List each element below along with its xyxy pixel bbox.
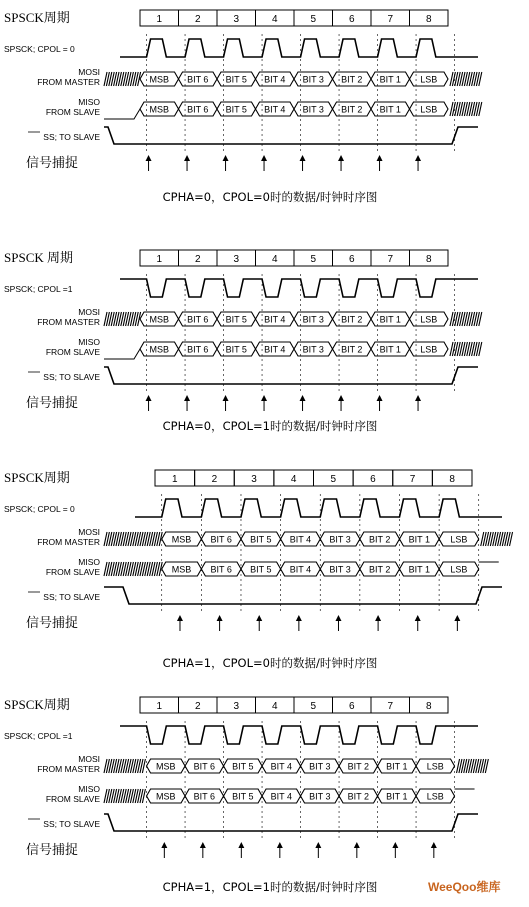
capture-label: 信号捕捉 bbox=[26, 156, 79, 171]
capture-label: 信号捕捉 bbox=[26, 396, 79, 411]
signal-name: MOSI bbox=[78, 67, 100, 77]
ss-label: SS; TO SLAVE bbox=[43, 592, 100, 602]
undefined-data-hatch bbox=[481, 532, 513, 546]
signal-name: MOSI bbox=[78, 527, 100, 537]
capture-arrowhead bbox=[177, 615, 183, 621]
bit-label: BIT 3 bbox=[329, 564, 351, 575]
bit-label: BIT 6 bbox=[193, 761, 215, 772]
clock-label: SPSCK; CPOL = 0 bbox=[4, 504, 75, 514]
capture-arrowhead bbox=[375, 615, 381, 621]
capture-arrowhead bbox=[300, 395, 306, 401]
bit-label: BIT 1 bbox=[408, 564, 430, 575]
bit-label: MSB bbox=[156, 791, 176, 802]
clock-waveform bbox=[135, 499, 502, 517]
bit-label: BIT 6 bbox=[210, 534, 232, 545]
cycle-number: 2 bbox=[211, 474, 218, 485]
diagram-caption: CPHA=0，CPOL=1时的数据/时钟时序图 bbox=[162, 419, 378, 433]
bit-label: BIT 2 bbox=[347, 791, 369, 802]
bit-label: BIT 2 bbox=[341, 344, 363, 355]
undefined-data-hatch bbox=[104, 72, 141, 86]
capture-arrowhead bbox=[238, 842, 244, 848]
capture-arrowhead bbox=[261, 395, 267, 401]
bit-label: BIT 6 bbox=[210, 564, 232, 575]
cycle-number: 5 bbox=[310, 701, 317, 712]
miso-line bbox=[46, 557, 499, 577]
ss-label: SS; TO SLAVE bbox=[43, 132, 100, 142]
cycle-number: 2 bbox=[194, 254, 201, 265]
clock-label: SPSCK; CPOL =1 bbox=[4, 284, 73, 294]
bit-label: LSB bbox=[426, 791, 444, 802]
cycle-number: 3 bbox=[251, 474, 257, 485]
cycle-number: 7 bbox=[387, 14, 394, 25]
mosi-line bbox=[37, 754, 488, 774]
miso-line bbox=[46, 337, 482, 359]
capture-arrowhead bbox=[392, 842, 398, 848]
bit-label: BIT 2 bbox=[347, 761, 369, 772]
capture-arrowhead bbox=[377, 395, 383, 401]
signal-source: FROM MASTER bbox=[37, 77, 100, 87]
diagram-caption: CPHA=0，CPOL=0时的数据/时钟时序图 bbox=[162, 190, 378, 204]
capture-arrowhead bbox=[146, 395, 152, 401]
cycle-number: 5 bbox=[330, 474, 337, 485]
capture-arrowhead bbox=[223, 395, 229, 401]
capture-arrowhead bbox=[377, 155, 383, 161]
bit-label: BIT 2 bbox=[368, 534, 391, 545]
bit-label: LSB bbox=[420, 314, 438, 325]
cycle-number: 4 bbox=[271, 14, 278, 25]
bit-label: BIT 1 bbox=[386, 761, 408, 772]
cycle-number: 1 bbox=[156, 254, 163, 265]
bit-label: LSB bbox=[450, 534, 468, 545]
bit-label: BIT 5 bbox=[250, 564, 272, 575]
capture-arrowhead bbox=[261, 155, 267, 161]
bit-label: BIT 4 bbox=[264, 104, 286, 115]
signal-name: MISO bbox=[78, 784, 100, 794]
cycle-number: 6 bbox=[348, 14, 355, 25]
bit-label: BIT 4 bbox=[270, 791, 292, 802]
mosi-line bbox=[37, 527, 512, 547]
mosi-line bbox=[37, 67, 482, 87]
cycle-number: 1 bbox=[172, 474, 178, 485]
undefined-data-hatch bbox=[104, 562, 162, 576]
bit-label: BIT 4 bbox=[264, 74, 286, 85]
ss-line bbox=[28, 814, 478, 831]
watermark-text: WeeQoo维库 bbox=[428, 880, 501, 894]
bit-label: LSB bbox=[420, 74, 438, 85]
capture-arrowhead bbox=[335, 615, 341, 621]
cycle-number: 8 bbox=[425, 254, 432, 265]
bit-label: BIT 3 bbox=[329, 534, 351, 545]
signal-source: FROM SLAVE bbox=[45, 107, 100, 117]
cycle-number: 4 bbox=[290, 474, 297, 485]
bit-label: BIT 6 bbox=[187, 104, 209, 115]
timing-panel-4 bbox=[4, 697, 488, 894]
bit-label: BIT 4 bbox=[289, 534, 312, 545]
bit-label: BIT 1 bbox=[379, 344, 401, 355]
clock-label: SPSCK; CPOL = 0 bbox=[4, 44, 75, 54]
cycle-number: 3 bbox=[233, 14, 240, 25]
signal-name: MISO bbox=[78, 557, 100, 567]
cycle-number: 7 bbox=[387, 701, 394, 712]
capture-arrowhead bbox=[338, 395, 344, 401]
bit-label: MSB bbox=[149, 314, 170, 325]
capture-arrowhead bbox=[296, 615, 302, 621]
undefined-data-hatch bbox=[104, 532, 162, 546]
signal-name: MISO bbox=[78, 337, 100, 347]
bit-label: BIT 3 bbox=[309, 791, 331, 802]
bit-label: MSB bbox=[171, 564, 192, 575]
signal-source: FROM MASTER bbox=[37, 317, 100, 327]
bit-label: MSB bbox=[149, 74, 170, 85]
capture-arrowhead bbox=[300, 155, 306, 161]
capture-arrowhead bbox=[184, 395, 190, 401]
bit-label: BIT 1 bbox=[408, 534, 430, 545]
cycle-number: 2 bbox=[194, 14, 201, 25]
capture-arrowhead bbox=[277, 842, 283, 848]
miso-line bbox=[46, 784, 475, 804]
capture-label: 信号捕捉 bbox=[26, 616, 79, 631]
capture-arrowhead bbox=[354, 842, 360, 848]
ss-line bbox=[28, 127, 478, 144]
ss-waveform bbox=[104, 367, 478, 384]
cycle-number: 5 bbox=[310, 14, 317, 25]
capture-arrowhead bbox=[161, 842, 167, 848]
bit-label: BIT 2 bbox=[341, 314, 363, 325]
bit-label: MSB bbox=[149, 344, 170, 355]
undefined-data-hatch bbox=[457, 759, 489, 773]
signal-source: FROM SLAVE bbox=[45, 794, 100, 804]
bit-label: BIT 5 bbox=[225, 74, 247, 85]
bit-label: BIT 6 bbox=[187, 344, 209, 355]
bit-label: BIT 4 bbox=[270, 761, 292, 772]
cycle-number: 8 bbox=[425, 14, 432, 25]
bit-label: BIT 5 bbox=[232, 791, 254, 802]
cycle-number: 8 bbox=[449, 474, 455, 485]
bit-label: BIT 1 bbox=[379, 314, 401, 325]
capture-arrowhead bbox=[256, 615, 262, 621]
bit-label: BIT 4 bbox=[289, 564, 312, 575]
bit-label: BIT 3 bbox=[302, 104, 324, 115]
bit-label: BIT 1 bbox=[379, 104, 401, 115]
tristate-lead bbox=[104, 109, 140, 119]
cycle-number: 6 bbox=[348, 254, 355, 265]
ss-waveform bbox=[104, 587, 502, 604]
cycle-number: 4 bbox=[271, 701, 278, 712]
bit-label: MSB bbox=[149, 104, 170, 115]
bit-label: BIT 3 bbox=[302, 344, 324, 355]
signal-source: FROM MASTER bbox=[37, 537, 100, 547]
bit-label: MSB bbox=[171, 534, 192, 545]
capture-arrowhead bbox=[454, 615, 460, 621]
diagram-caption: CPHA=1，CPOL=0时的数据/时钟时序图 bbox=[162, 656, 378, 670]
capture-arrowhead bbox=[315, 842, 321, 848]
bit-label: MSB bbox=[156, 761, 176, 772]
ss-waveform bbox=[104, 814, 478, 831]
clock-waveform bbox=[120, 39, 478, 57]
ss-line bbox=[28, 367, 478, 384]
timing-panel-1 bbox=[4, 10, 482, 204]
capture-arrowhead bbox=[223, 155, 229, 161]
bit-label: BIT 5 bbox=[225, 104, 247, 115]
ss-label: SS; TO SLAVE bbox=[43, 819, 100, 829]
undefined-data-hatch bbox=[104, 759, 145, 773]
bit-label: BIT 4 bbox=[264, 314, 286, 325]
ss-line bbox=[28, 587, 502, 604]
capture-arrowhead bbox=[184, 155, 190, 161]
capture-arrowhead bbox=[415, 155, 421, 161]
clock-waveform bbox=[120, 726, 478, 744]
capture-arrowhead bbox=[415, 395, 421, 401]
timing-panel-2 bbox=[4, 250, 482, 433]
period-title: SPSCK周期 bbox=[4, 470, 70, 485]
capture-arrowhead bbox=[200, 842, 206, 848]
bit-label: BIT 5 bbox=[225, 314, 247, 325]
ss-waveform bbox=[104, 127, 478, 144]
cycle-number: 3 bbox=[233, 254, 240, 265]
bit-label: BIT 5 bbox=[232, 761, 254, 772]
timing-panel-3 bbox=[4, 470, 513, 670]
bit-label: BIT 3 bbox=[309, 761, 331, 772]
capture-arrowhead bbox=[431, 842, 437, 848]
bit-label: BIT 3 bbox=[302, 314, 324, 325]
clock-label: SPSCK; CPOL =1 bbox=[4, 731, 73, 741]
undefined-data-hatch bbox=[104, 789, 145, 803]
signal-name: MISO bbox=[78, 97, 100, 107]
bit-label: BIT 6 bbox=[193, 791, 215, 802]
bit-label: BIT 5 bbox=[250, 534, 272, 545]
cycle-number: 1 bbox=[156, 701, 163, 712]
cycle-number: 8 bbox=[425, 701, 432, 712]
period-title: SPSCK周期 bbox=[4, 10, 70, 25]
mosi-line bbox=[37, 307, 482, 327]
bit-label: BIT 3 bbox=[302, 74, 324, 85]
bit-label: LSB bbox=[420, 344, 438, 355]
cycle-number: 7 bbox=[409, 474, 416, 485]
period-title: SPSCK 周期 bbox=[4, 250, 73, 265]
bit-label: LSB bbox=[450, 564, 468, 575]
bit-label: BIT 2 bbox=[368, 564, 391, 575]
signal-source: FROM MASTER bbox=[37, 764, 100, 774]
bit-label: BIT 2 bbox=[341, 104, 363, 115]
ss-label: SS; TO SLAVE bbox=[43, 372, 100, 382]
period-title: SPSCK周期 bbox=[4, 697, 70, 712]
bit-label: BIT 1 bbox=[379, 74, 401, 85]
bit-label: BIT 2 bbox=[341, 74, 363, 85]
capture-arrowhead bbox=[146, 155, 152, 161]
bit-label: LSB bbox=[420, 104, 438, 115]
signal-source: FROM SLAVE bbox=[45, 567, 100, 577]
tristate-lead bbox=[104, 349, 140, 359]
capture-arrowhead bbox=[217, 615, 223, 621]
bit-label: BIT 5 bbox=[225, 344, 247, 355]
clock-waveform bbox=[120, 279, 478, 297]
miso-line bbox=[46, 97, 482, 119]
capture-label: 信号捕捉 bbox=[26, 843, 79, 858]
bit-label: BIT 6 bbox=[187, 314, 209, 325]
bit-label: BIT 6 bbox=[187, 74, 209, 85]
signal-name: MOSI bbox=[78, 754, 100, 764]
capture-arrowhead bbox=[415, 615, 421, 621]
signal-source: FROM SLAVE bbox=[45, 347, 100, 357]
cycle-number: 4 bbox=[271, 254, 278, 265]
bit-label: LSB bbox=[426, 761, 444, 772]
cycle-number: 1 bbox=[156, 14, 163, 25]
cycle-number: 6 bbox=[348, 701, 355, 712]
undefined-data-hatch bbox=[104, 312, 141, 326]
bit-label: BIT 1 bbox=[386, 791, 408, 802]
diagram-caption: CPHA=1，CPOL=1时的数据/时钟时序图 bbox=[162, 880, 378, 894]
cycle-number: 2 bbox=[194, 701, 201, 712]
cycle-number: 5 bbox=[310, 254, 317, 265]
watermark bbox=[428, 878, 500, 895]
cycle-number: 3 bbox=[233, 701, 240, 712]
signal-name: MOSI bbox=[78, 307, 100, 317]
bit-label: BIT 4 bbox=[264, 344, 286, 355]
cycle-number: 6 bbox=[370, 474, 376, 485]
cycle-number: 7 bbox=[387, 254, 394, 265]
capture-arrowhead bbox=[338, 155, 344, 161]
